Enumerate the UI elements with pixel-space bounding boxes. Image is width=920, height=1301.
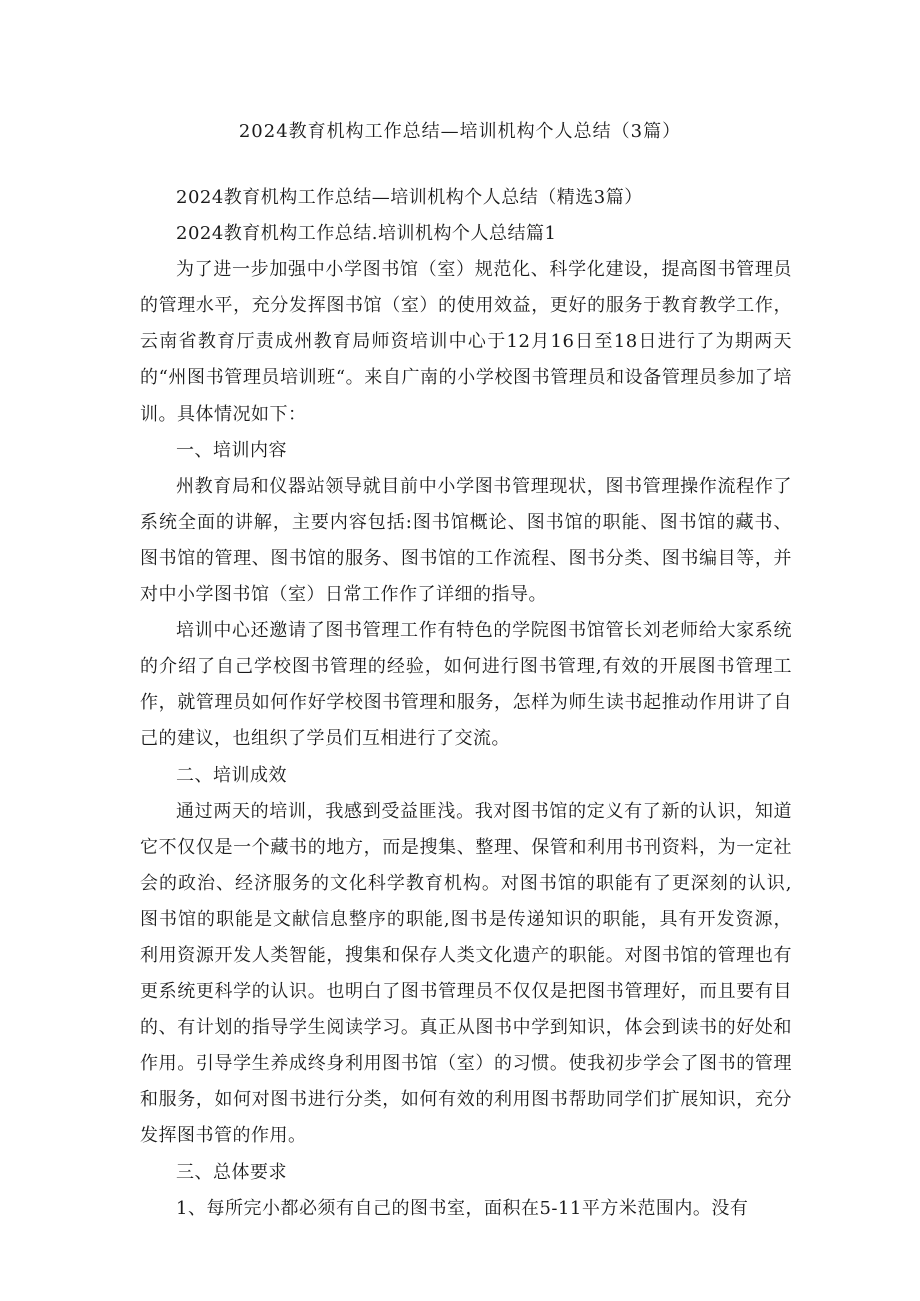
training-content-paragraph-2: 培训中心还邀请了图书管理工作有特色的学院图书馆管长刘老师给大家系统的介绍了自己学校图书管理的经验，如何进行图书管理,有效的开展图书管理工作，就管理员如何作好学校图书管理和服务，怎样为师生读书起推动作用讲了自己的建议，也组织了学员们互相进行了交流。 [140,620,792,750]
section-heading-training-results: 二、培训成效 [176,764,287,786]
section-heading-chapter-1: 2024教育机构工作总结.培训机构个人总结篇1 [176,223,557,245]
subtitle-paragraph: 2024教育机构工作总结—培训机构个人总结（精选3篇） [176,187,643,208]
document-title: 2024教育机构工作总结—培训机构个人总结（3篇） [238,121,682,142]
training-content-paragraph-1: 州教育局和仪器站领导就目前中小学图书管理现状，图书管理操作流程作了系统全面的讲解，主要内容包括:图书馆概论、图书馆的职能、图书馆的藏书、图书馆的管理、图书馆的服务、图书馆的工作流程、图书分类、图书编目等，并对中小学图书馆（室）日常工作作了详细的指导。 [140,475,792,606]
section-heading-overall-requirements: 三、总体要求 [176,1161,287,1183]
training-results-paragraph: 通过两天的培训，我感到受益匪浅。我对图书馆的定义有了新的认识，知道它不仅仅是一个藏书的地方，而是搜集、整理、保管和利用书刊资料，为一定社会的政治、经济服务的文化科学教育机构。对图书馆的职能有了更深刻的认识,图书馆的职能是文献信息整序的职能,图书是传递知识的职能，具有开发资源，利用资源开发人类智能，搜集和保存人类文化遗产的职能。对图书馆的管理也有更系统更科学的认识。也明白了图书管理员不仅仅是把图书管理好，而且要有目的、有计划的指导学生阅读学习。真正从图书中学到知识，体会到读书的好处和作用。引导学生养成终身利用图书馆（室）的习惯。使我初步学会了图书的管理和服务，如何对图书进行分类，如何有效的利用图书帮助同学们扩展知识，充分发挥图书管的作用。 [140,800,792,1147]
requirement-paragraph-1: 1、每所完小都必须有自己的图书室，面积在5-11平方米范围内。没有 [176,1197,749,1219]
section-heading-training-content: 一、培训内容 [176,439,287,461]
document-body [140,180,792,1227]
intro-paragraph: 为了进一步加强中小学图书馆（室）规范化、科学化建设，提高图书管理员的管理水平，充分发挥图书馆（室）的使用效益，更好的服务于教育教学工作，云南省教育厅责成州教育局师资培训中心于12月16日至18日进行了为期两天的“州图书管理员培训班“。来自广南的小学校图书管理员和设备管理员参加了培训。具体情况如下： [140,259,792,425]
